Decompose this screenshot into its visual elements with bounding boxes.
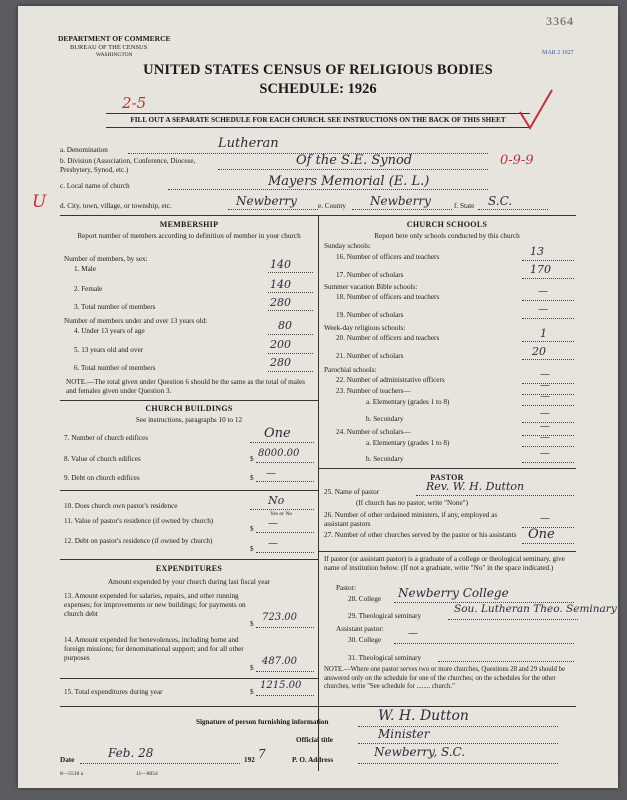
- over-13-value: 200: [270, 338, 291, 351]
- q12-value: —: [268, 538, 278, 549]
- q29-label: 29. Theological seminary: [348, 612, 422, 620]
- q8-value: 8000.00: [258, 448, 300, 459]
- local-name-label: c. Local name of church: [60, 182, 130, 190]
- q7-value: One: [264, 426, 291, 441]
- denomination-value: Lutheran: [218, 136, 279, 151]
- q23-value: —: [540, 380, 550, 391]
- q29-value: Sou. Lutheran Theo. Seminary: [454, 603, 617, 615]
- q21-value: 20: [532, 345, 546, 358]
- over-13-label: 5. 13 years old and over: [74, 346, 144, 354]
- q10-hint: Yes or No: [270, 511, 293, 517]
- year-value: 7: [258, 747, 266, 761]
- address-value: Newberry, S.C.: [374, 745, 466, 759]
- q30-value: —: [408, 628, 418, 639]
- county-value: Newberry: [370, 194, 431, 208]
- parochial-label: Parochial schools:: [324, 366, 377, 374]
- membership-title: MEMBERSHIP: [159, 220, 219, 229]
- q19-label: 19. Number of scholars: [336, 311, 404, 319]
- bureau-name: BUREAU OF THE CENSUS: [70, 44, 148, 51]
- q24-value: —: [540, 421, 550, 432]
- stamp-number: 3364: [546, 14, 574, 28]
- q18-value: —: [538, 286, 548, 297]
- q25-value: Rev. W. H. Dutton: [426, 480, 525, 493]
- city-label: d. City, town, village, or township, etc.: [60, 202, 172, 210]
- state-label: f. State: [454, 202, 475, 210]
- division-code: 0-9-9: [500, 153, 534, 168]
- q30-label: 30. College: [348, 636, 382, 644]
- pastor-title: PASTOR: [430, 473, 464, 482]
- graduate-note: If pastor (or assistant pastor) is a graduate of a college or theological seminary, give name of institution below. (If not a graduate, write "No" in the space indicated.): [324, 555, 565, 572]
- q28-value: Newberry College: [398, 586, 509, 600]
- form-title: UNITED STATES CENSUS OF RELIGIOUS BODIES: [143, 62, 493, 78]
- form-code: 8—5518 a: [60, 771, 84, 777]
- q24a-value: —: [540, 432, 550, 443]
- q24-label: 24. Number of scholars—: [336, 428, 411, 436]
- margin-mark: 2-5: [122, 94, 147, 112]
- total-by-age-value: 280: [270, 356, 291, 369]
- buildings-sub: See instructions, paragraphs 10 to 12: [135, 416, 243, 424]
- q16-label: 16. Number of officers and teachers: [336, 253, 440, 261]
- division-value: Of the S.E. Synod: [296, 153, 413, 168]
- q9-label: 9. Debt on church edifices: [64, 474, 140, 482]
- q10-value: No: [268, 494, 285, 507]
- q13-label: 13. Amount expended for salaries, repairs, and other running expenses; for improvements or new buildings; for payments on church debt: [64, 592, 246, 618]
- membership-intro: Report number of members according to definition of member in your church: [77, 232, 301, 240]
- assistant-pastor-label: Assistant pastor:: [336, 625, 384, 633]
- buildings-title: CHURCH BUILDINGS: [145, 404, 233, 413]
- q27-value: One: [528, 527, 555, 542]
- schedule-title: SCHEDULE: 1926: [259, 81, 377, 97]
- official-title-value: Minister: [378, 727, 430, 741]
- q12-label: 12. Debt on pastor's residence (if owned by church): [64, 537, 213, 545]
- u-mark: U: [32, 192, 47, 212]
- received-date-stamp: MAR 2 1927: [542, 50, 574, 56]
- q27-label: 27. Number of other churches served by the pastor or his assistants: [324, 531, 517, 539]
- q7-label: 7. Number of church edifices: [64, 434, 149, 442]
- q14-value: 487.00: [262, 656, 297, 667]
- female-label: 2. Female: [74, 285, 103, 293]
- q16-value: 13: [530, 245, 544, 258]
- q15-value: 1215.00: [260, 680, 302, 691]
- q26-value: —: [540, 513, 550, 524]
- city-name: WASHINGTON: [96, 52, 133, 58]
- q18-label: 18. Number of officers and teachers: [336, 293, 440, 301]
- under-13-value: 80: [278, 319, 292, 332]
- summer-label: Summer vacation Bible schools:: [324, 283, 418, 291]
- q22-value: —: [540, 369, 550, 380]
- date-label: Date: [60, 756, 75, 764]
- q23a-label: a. Elementary (grades 1 to 8): [366, 398, 450, 406]
- schools-intro: Report here only schools conducted by this church: [374, 232, 520, 240]
- weekday-label: Week-day religious schools:: [324, 324, 406, 332]
- q23a-value: —: [540, 391, 550, 402]
- q23b-value: —: [540, 408, 550, 419]
- county-label: e. County: [318, 202, 346, 210]
- pastor-note: NOTE.—Where one pastor serves two or more churches, Questions 28 and 29 should be answered only on the schedule for one of the churches; on the schedules for the other churches, write "See schedule for ........ church.": [324, 666, 566, 690]
- q21-label: 21. Number of scholars: [336, 352, 404, 360]
- membership-note: NOTE.—The total given under Question 6 should be the same as the total of males and females given under Question 3.: [66, 378, 305, 395]
- state-value: S.C.: [488, 194, 513, 208]
- male-label: 1. Male: [74, 265, 96, 273]
- q17-value: 170: [530, 263, 551, 276]
- q13-value: 723.00: [262, 612, 297, 623]
- q24b-value: —: [540, 448, 550, 459]
- q25-hint: (If church has no pastor, write "None"): [356, 499, 468, 507]
- q31-label: 31. Theological seminary: [348, 654, 422, 662]
- q11-value: —: [268, 518, 278, 529]
- address-label: P. O. Address: [292, 756, 334, 764]
- year-prefix: 192: [244, 756, 255, 764]
- pastor-label: Pastor:: [336, 584, 356, 592]
- signature-label: Signature of person furnishing information: [196, 718, 329, 726]
- q22-label: 22. Number of administrative officers: [336, 376, 445, 384]
- q20-label: 20. Number of officers and teachers: [336, 334, 440, 342]
- under-13-label: 4. Under 13 years of age: [74, 327, 145, 335]
- q26-label: 26. Number of other ordained ministers, if any, employed as assistant pastors: [324, 511, 498, 528]
- dept-name: DEPARTMENT OF COMMERCE: [58, 34, 171, 43]
- q28-label: 28. College: [348, 595, 382, 603]
- q10-label: 10. Does church own pastor's residence: [64, 502, 178, 510]
- q17-label: 17. Number of scholars: [336, 271, 404, 279]
- city-value: Newberry: [236, 194, 297, 208]
- expenditures-sub: Amount expended by your church during last fiscal year: [107, 578, 271, 586]
- schools-title: CHURCH SCHOOLS: [406, 220, 488, 229]
- expenditures-title: EXPENDITURES: [155, 564, 223, 573]
- q19-value: —: [538, 304, 548, 315]
- q23b-label: b. Secondary: [366, 415, 404, 423]
- q8-label: 8. Value of church edifices: [64, 455, 141, 463]
- q14-label: 14. Amount expended for benevolences, including home and foreign missions; for denominational support; and for all other purposes: [64, 636, 244, 662]
- total-members-label: 3. Total number of members: [74, 303, 156, 311]
- q25-label: 25. Name of pastor: [324, 488, 380, 496]
- q24b-label: b. Secondary: [366, 455, 404, 463]
- division-label: b. Division (Association, Conference, Diocese, Presbytery, Synod, etc.): [60, 157, 196, 174]
- form-code-2: 11—8054: [136, 771, 158, 777]
- q11-label: 11. Value of pastor's residence (if owned by church): [64, 517, 214, 525]
- male-value: 140: [270, 258, 291, 271]
- check-mark-icon: [516, 86, 556, 134]
- local-name-value: Mayers Memorial (E. L.): [268, 174, 430, 189]
- q23-label: 23. Number of teachers—: [336, 387, 411, 395]
- female-value: 140: [270, 278, 291, 291]
- q15-label: 15. Total expenditures during year: [64, 688, 163, 696]
- q24a-label: a. Elementary (grades 1 to 8): [366, 439, 450, 447]
- signature-value: W. H. Dutton: [378, 708, 469, 724]
- census-schedule-sheet: DEPARTMENT OF COMMERCE BUREAU OF THE CENSUS WASHINGTON 3364 MAR 2 1927 UNITED STATES CENSUS OF RELIGIOUS BODIES SCHEDULE: 1926 2-5 FILL OUT A SEPARATE SCHEDULE FOR EACH CHURCH. SEE INSTRUCTIONS ON THE BACK OF THIS SHEET a. Denomination Lutheran b. Division (Association, Conference, Diocese, Presbytery, Synod, etc.) Of the S.E. Synod 0-9-9 c. Local name of church Mayers Memorial (E. L.) U d. City, town, village, or township, etc. Newberry e. County Newberry f. State S.C. MEMBERSHIP Report number of members according to definition of member in your church Number of members, by sex: 1. Male 140 2. Female 140 3. Total number of members 280 Number of members under and over 13 years old: 4. Under 13 years of age 80 5. 13 years old and over 200 6. Total number of members 280 NOTE.—The total given under Question 6 should be the same as the total of males and females given under Question 3. CHURCH BUILDINGS See instructions, paragraphs 10 to 12 7. Number of church edifices One 8. Value of church edifices $ 8000.00 9. Debt on church edifices $ — 10. Does church own pastor's residence No Yes or No 11. Value of pastor's residence (if owned by church) $ — 12. Debt on pastor's residence (if owned by church) $ — EXPENDITURES Amount expended by your church during last fiscal year 13. Amount expended for salaries, repairs, and other running expenses; for improvements or new buildings; for payments on church debt $ 723.00 14. Amount expended for benevolences, including home and foreign missions; for denominational support; and for all other purposes $ 487.00 15. Total expenditures during year $ 1215.00 CHURCH SCHOOLS Report here only schools conducted by this church Sunday schools: 16. Number of officers and teachers 13 17. Number of scholars 170 Summer vacation Bible schools: 18. Number of officers and teachers — 19. Number of scholars — Week-day religious schools: 20. Number of officers and teachers 1 21. Number of scholars 20 Parochial schools: 22. Number of administrative officers — 23. Number of teachers— — a. Elementary (grades 1 to 8) — b. Secondary — 24. Number of scholars— — a. Elementary (grades 1 to 8) — b. Secondary — PASTOR 25. Name of pastor Rev. W. H. Dutton (If church has no pastor, write "None") 26. Number of other ordained ministers, if any, employed as assistant pastors — 27. Number of other churches served by the pastor or his assistants One If pastor (or assistant pastor) is a graduate of a college or theological seminary, give name of institution below. (If not a graduate, write "No" in the space indicated.) Pastor: 28. College Newberry College 29. Theological seminary Sou. Lutheran Theo. Seminary Assistant pastor: 30. College — 31. Theological seminary NOTE.—Where one pastor serves two or more churches, Questions 28 and 29 should be answered only on the schedule for one of the churches; on the schedules for the other churches, write "See schedule for ........ church." Signature of person furnishing information W. H. Dutton Official title Minister Date Feb. 28 192 7 P. O. Address Newberry, S.C. 8—5518 a 11—8054: [18, 6, 618, 788]
- members-by-age-label: Number of members under and over 13 years old:: [64, 317, 208, 325]
- date-value: Feb. 28: [108, 746, 154, 760]
- q9-value: —: [266, 468, 276, 479]
- total-members-value: 280: [270, 296, 291, 309]
- denomination-label: a. Denomination: [60, 146, 108, 154]
- q20-value: 1: [540, 327, 547, 340]
- instruction-line: FILL OUT A SEPARATE SCHEDULE FOR EACH CHURCH. SEE INSTRUCTIONS ON THE BACK OF THIS SHEET: [130, 116, 506, 124]
- total-by-age-label: 6. Total number of members: [74, 364, 156, 372]
- official-title-label: Official title: [296, 736, 333, 744]
- members-by-sex-label: Number of members, by sex:: [64, 255, 148, 263]
- sunday-label: Sunday schools:: [324, 242, 371, 250]
